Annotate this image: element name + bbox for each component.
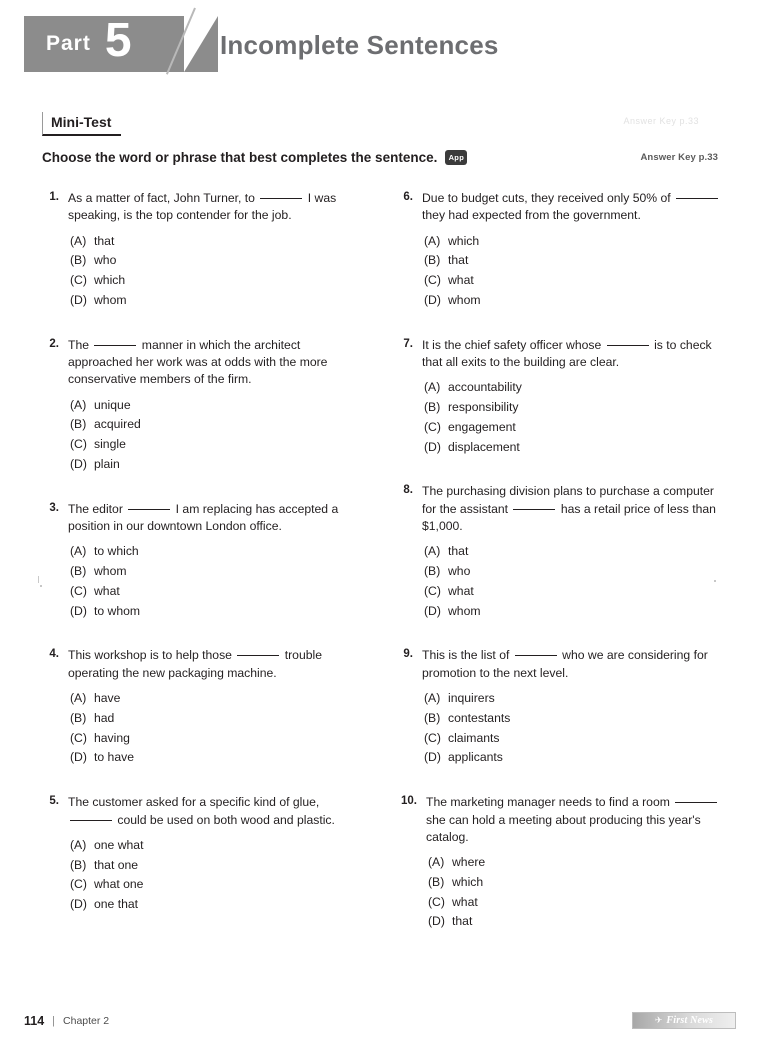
choice-letter: (B) (424, 400, 441, 415)
question-stem-before: The editor (68, 501, 123, 516)
brand-name: First News (666, 1015, 714, 1026)
choice-list (68, 689, 368, 768)
choice-text: whom (94, 292, 127, 307)
choice-list (426, 853, 722, 932)
answer-blank (607, 345, 649, 346)
question-stem (68, 337, 368, 389)
page-title: Incomplete Sentences (220, 30, 499, 60)
choice-option[interactable] (422, 251, 722, 271)
choice-letter: (A) (424, 233, 441, 248)
choice-letter: (C) (70, 273, 87, 288)
choice-option[interactable] (68, 562, 368, 582)
choice-option[interactable] (68, 232, 368, 252)
choice-letter: (C) (424, 583, 441, 598)
choice-letter: (C) (424, 273, 441, 288)
page-footer (24, 1012, 736, 1029)
choice-letter: (A) (424, 544, 441, 559)
choice-text: applicants (448, 750, 503, 765)
question-item (396, 190, 722, 311)
choice-option[interactable] (68, 729, 368, 749)
question-body (426, 794, 722, 932)
choice-letter: (C) (424, 730, 441, 745)
choice-letter: (C) (70, 437, 87, 452)
choice-option[interactable] (68, 455, 368, 475)
choice-text: where (452, 855, 486, 870)
choice-letter: (A) (70, 691, 87, 706)
choice-text: what one (94, 877, 144, 892)
question-stem (422, 647, 722, 682)
answer-blank (128, 509, 170, 510)
answer-blank (94, 345, 136, 346)
answer-key-reference: Answer Key p.33 (640, 152, 718, 163)
question-stem-before: The customer asked for a specific kind of glue, (68, 795, 320, 810)
question-body (68, 794, 368, 915)
directions-row (42, 150, 722, 165)
choice-letter: (B) (424, 710, 441, 725)
question-stem-after: I was speaking, is the top contender for the job. (68, 191, 337, 223)
stray-mark (40, 585, 42, 587)
choice-option[interactable] (68, 836, 368, 856)
choice-option[interactable] (68, 689, 368, 709)
question-body (68, 647, 368, 768)
choice-option[interactable] (68, 602, 368, 622)
question-stem-after: they had expected from the government. (422, 208, 641, 223)
stray-mark (714, 580, 716, 582)
choice-letter: (D) (70, 897, 87, 912)
choice-text: that (452, 914, 473, 929)
question-stem-after: who we are considering for promotion to the next level. (422, 648, 708, 680)
choice-letter: (D) (424, 292, 441, 307)
choice-letter: (A) (70, 544, 87, 559)
choice-text: who (94, 253, 117, 268)
choice-text: claimants (448, 730, 500, 745)
choice-letter: (A) (428, 855, 445, 870)
choice-letter: (D) (424, 439, 441, 454)
choice-option[interactable] (68, 435, 368, 455)
choice-option[interactable] (68, 271, 368, 291)
answer-blank (70, 820, 112, 821)
answer-blank (515, 655, 557, 656)
question-stem-after: has a retail price of less than $1,000. (422, 501, 716, 534)
part-tab (24, 16, 184, 72)
choice-text: had (94, 710, 115, 725)
choice-text: whom (94, 564, 127, 579)
question-stem (422, 483, 722, 535)
choice-text: what (94, 583, 120, 598)
choice-option[interactable] (68, 251, 368, 271)
question-item (42, 501, 368, 622)
question-stem (422, 190, 722, 225)
choice-option[interactable] (422, 378, 722, 398)
choice-letter: (D) (70, 603, 87, 618)
choice-option[interactable] (422, 438, 722, 458)
question-body (68, 190, 368, 311)
choice-option[interactable] (68, 542, 368, 562)
choice-text: which (94, 273, 126, 288)
question-stem-after: she can hold a meeting about producing this year's catalog. (426, 812, 701, 844)
choice-letter: (B) (70, 710, 87, 725)
choice-list (422, 378, 722, 457)
choice-option[interactable] (422, 582, 722, 602)
question-stem-before: The marketing manager needs to find a room (426, 795, 670, 810)
question-number: 2. (49, 337, 59, 350)
choice-list (68, 396, 368, 475)
question-item (42, 794, 368, 915)
choice-list (68, 836, 368, 915)
page-number: 114 (24, 1013, 45, 1028)
choice-text: that (94, 233, 115, 248)
question-number: 9. (403, 648, 413, 661)
choice-letter: (B) (428, 874, 445, 889)
question-number: 4. (49, 648, 59, 661)
choice-option[interactable] (68, 582, 368, 602)
question-stem-after: trouble operating the new packaging machine. (68, 648, 322, 680)
question-stem-after: is to check that all exits to the building are clear. (422, 337, 712, 370)
chapter-label: Chapter 2 (63, 1014, 110, 1027)
choice-text: accountability (448, 380, 522, 395)
choice-text: to which (94, 544, 139, 559)
question-number: 5. (49, 795, 59, 808)
choice-letter: (D) (428, 914, 445, 929)
question-item (396, 337, 722, 458)
choice-option[interactable] (68, 415, 368, 435)
choice-option[interactable] (68, 856, 368, 876)
question-columns (42, 190, 722, 958)
choice-option[interactable] (422, 291, 722, 311)
question-number: 10. (401, 795, 417, 808)
choice-text: one that (94, 897, 139, 912)
choice-list (422, 232, 722, 311)
stray-mark (38, 576, 39, 583)
question-body (422, 190, 722, 311)
choice-text: what (452, 894, 478, 909)
answer-blank (676, 198, 718, 199)
answer-blank (260, 198, 302, 199)
choice-option[interactable] (68, 895, 368, 915)
brand-logo (632, 1012, 736, 1029)
question-number: 1. (49, 191, 59, 203)
question-body (68, 501, 368, 622)
question-stem (68, 794, 368, 829)
choice-text: to whom (94, 603, 141, 618)
choice-letter: (C) (424, 419, 441, 434)
question-number: 7. (403, 337, 413, 350)
choice-letter: (A) (70, 397, 87, 412)
question-stem-before: Due to budget cuts, they received only 50% of (422, 191, 671, 205)
choice-letter: (C) (70, 583, 87, 598)
choice-option[interactable] (68, 396, 368, 416)
question-item (396, 794, 722, 932)
choice-text: which (452, 874, 484, 889)
question-body (422, 483, 722, 621)
choice-letter: (B) (424, 564, 441, 579)
choice-option[interactable] (68, 709, 368, 729)
question-item (396, 483, 722, 621)
choice-letter: (A) (70, 233, 87, 248)
question-stem-after: I am replacing has accepted a position in our downtown London office. (68, 501, 339, 534)
choice-option[interactable] (422, 748, 722, 768)
question-stem (426, 794, 722, 846)
question-stem (68, 501, 368, 536)
choice-text: that (448, 544, 469, 559)
airplane-icon: ✈ (654, 1015, 663, 1025)
choice-text: displacement (448, 439, 520, 454)
choice-option[interactable] (422, 689, 722, 709)
left-column (42, 190, 368, 958)
choice-option[interactable] (422, 709, 722, 729)
question-stem (68, 190, 368, 225)
choice-option[interactable] (422, 271, 722, 291)
choice-letter: (D) (70, 750, 87, 765)
choice-letter: (A) (70, 837, 87, 852)
choice-text: that (448, 253, 469, 268)
choice-list (422, 689, 722, 768)
question-stem (422, 337, 722, 372)
question-stem-before: This is the list of (422, 648, 510, 663)
choice-list (68, 542, 368, 621)
question-stem-before: It is the chief safety officer whose (422, 337, 602, 352)
question-stem-before: The purchasing division plans to purchase a computer for the assistant (422, 484, 714, 516)
page-header (24, 16, 736, 78)
choice-option[interactable] (422, 398, 722, 418)
choice-option[interactable] (68, 875, 368, 895)
part-word: Part (46, 32, 91, 55)
question-number: 3. (49, 501, 59, 514)
choice-letter: (B) (70, 564, 87, 579)
question-stem-before: As a matter of fact, John Turner, to (68, 191, 255, 205)
footer-separator: | (52, 1014, 56, 1027)
question-body (422, 647, 722, 768)
choice-letter: (D) (70, 457, 87, 471)
choice-text: have (94, 691, 121, 706)
choice-letter: (C) (70, 730, 87, 745)
choice-text: to have (94, 750, 134, 765)
mini-test-label: Mini-Test (42, 112, 121, 136)
choice-text: acquired (94, 417, 141, 432)
choice-letter: (A) (424, 380, 441, 395)
choice-text: responsibility (448, 400, 519, 415)
question-stem-after: could be used on both wood and plastic. (117, 812, 335, 827)
choice-letter: (D) (424, 750, 441, 765)
right-column (396, 190, 722, 958)
choice-letter: (B) (424, 253, 441, 268)
question-body (422, 337, 722, 458)
choice-option[interactable] (426, 893, 722, 913)
question-stem-before: The (68, 337, 90, 352)
answer-blank (513, 509, 555, 510)
question-number: 6. (403, 191, 413, 203)
choice-option[interactable] (426, 873, 722, 893)
choice-text: plain (94, 457, 120, 471)
choice-text: what (448, 583, 474, 598)
choice-list (68, 232, 368, 311)
choice-letter: (B) (70, 417, 87, 432)
choice-option[interactable] (426, 912, 722, 932)
choice-letter: (B) (70, 857, 87, 872)
choice-letter: (C) (428, 894, 445, 909)
choice-letter: (D) (424, 603, 441, 618)
choice-option[interactable] (68, 748, 368, 768)
choice-letter: (B) (70, 253, 87, 268)
choice-option[interactable] (422, 232, 722, 252)
app-audio-icon[interactable]: App (445, 150, 467, 165)
choice-text: which (448, 233, 480, 248)
choice-text: contestants (448, 710, 511, 725)
question-body (68, 337, 368, 475)
choice-option[interactable] (422, 729, 722, 749)
answer-blank (675, 802, 717, 803)
choice-text: what (448, 273, 474, 288)
choice-text: whom (448, 603, 481, 618)
choice-text: engagement (448, 419, 516, 434)
choice-text: one what (94, 837, 144, 852)
choice-list (422, 542, 722, 621)
question-number: 8. (403, 484, 413, 497)
choice-option[interactable] (422, 418, 722, 438)
question-item (42, 647, 368, 768)
question-stem-after: manner in which the architect approached her work was at odds with the more conservative members of the firm. (68, 337, 328, 387)
choice-option[interactable] (422, 542, 722, 562)
choice-option[interactable] (68, 291, 368, 311)
question-item (42, 337, 368, 475)
choice-text: single (94, 437, 126, 452)
choice-option[interactable] (422, 562, 722, 582)
choice-text: inquirers (448, 691, 495, 706)
choice-text: whom (448, 292, 481, 307)
question-stem-before: This workshop is to help those (68, 648, 232, 663)
question-stem (68, 647, 368, 682)
ghost-answer-key: Answer Key p.33 (623, 116, 699, 126)
choice-letter: (C) (70, 877, 87, 892)
directions-text: Choose the word or phrase that best completes the sentence. (42, 150, 438, 165)
choice-option[interactable] (422, 602, 722, 622)
answer-blank (237, 655, 279, 656)
choice-letter: (D) (70, 292, 87, 307)
question-item (396, 647, 722, 768)
choice-option[interactable] (426, 853, 722, 873)
choice-text: that one (94, 857, 139, 872)
choice-text: having (94, 730, 130, 745)
choice-letter: (A) (424, 691, 441, 706)
choice-text: unique (94, 397, 131, 412)
question-item (42, 190, 368, 311)
part-number: 5 (104, 14, 132, 67)
choice-text: who (448, 564, 471, 579)
